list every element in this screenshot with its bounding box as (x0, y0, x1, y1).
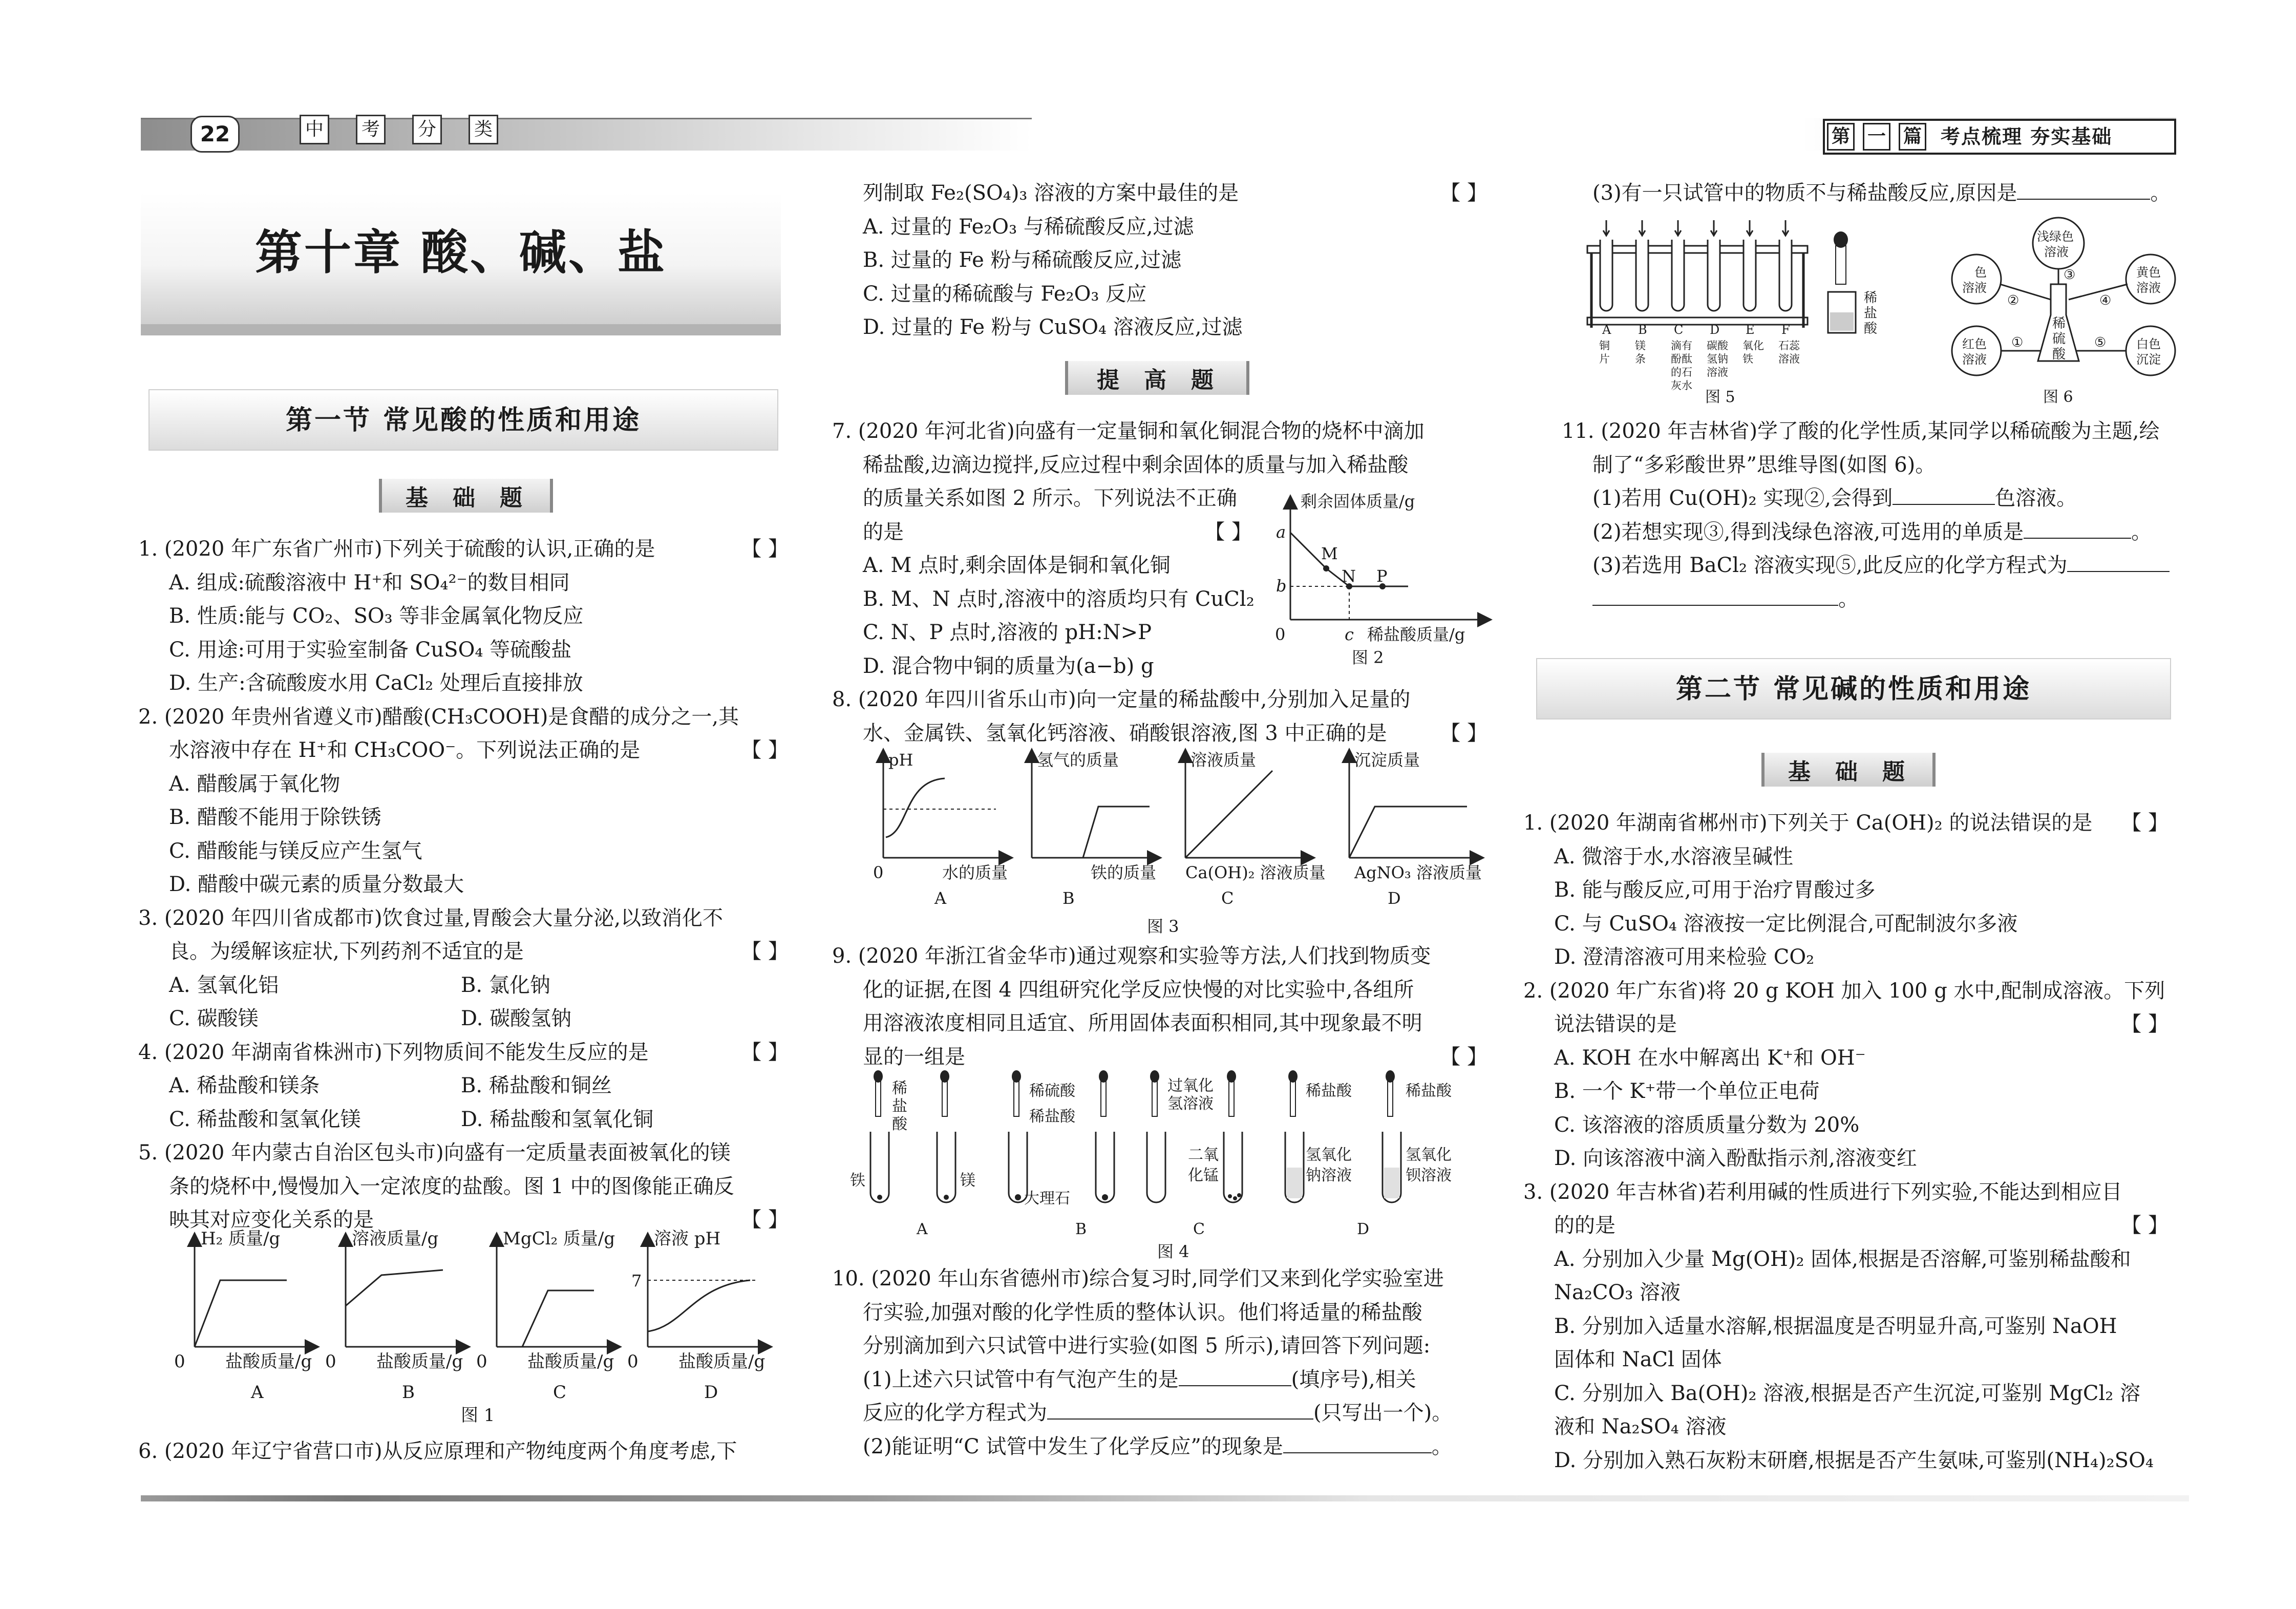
question-line: 8. (2020 年四川省乐山市)向一定量的稀盐酸中,分别加入足量的 (832, 688, 1411, 711)
answer-blank[interactable] (1179, 1366, 1291, 1386)
svg-text:⑤: ⑤ (2094, 335, 2107, 350)
fig1-ylabel: 溶液 pH (654, 1229, 721, 1249)
fig5-tube-letter: C (1674, 323, 1684, 337)
option-line: B. 分别加入适量水溶解,根据温度是否明显升高,可鉴别 NaOH (1554, 1314, 2117, 1338)
fig1-xlabel: 盐酸质量/g (527, 1351, 614, 1372)
series-char: 类 (469, 115, 498, 144)
fig3-origin: 0 (873, 863, 884, 882)
answer-blank[interactable] (2017, 179, 2150, 200)
fig4-letter: B (1075, 1220, 1087, 1238)
option-line: C. 醋酸能与镁反应产生氢气 (169, 839, 422, 863)
option-line: D. 分别加入熟石灰粉末研磨,根据是否产生氨味,可鉴别(NH₄)₂SO₄ (1554, 1448, 2154, 1472)
chapter-title: 第十章 酸、碱、盐 (254, 225, 667, 280)
badge-char: 基 (406, 485, 432, 511)
fig4-letter: D (1357, 1220, 1370, 1238)
question-line: 列制取 Fe₂(SO₄)₃ 溶液的方案中最佳的是 【 】 (832, 177, 1487, 210)
option-line: 液和 Na₂SO₄ 溶液 (1554, 1415, 1727, 1438)
question-line: 7. (2020 年河北省)向盛有一定量铜和氧化铜混合物的烧杯中滴加 (832, 419, 1425, 443)
option-line: A. 微溶于水,水溶液呈碱性 (1554, 844, 1794, 869)
fig3-letter: B (1062, 888, 1075, 908)
option: B. 氯化钠 (461, 973, 550, 997)
fig2-label-p: P (1376, 566, 1388, 586)
q6-start (138, 1435, 789, 1469)
option-row (138, 1103, 789, 1137)
option-line: A. 醋酸属于氧化物 (169, 772, 341, 796)
option-line: D. 醋酸中碳元素的质量分数最大 (169, 873, 464, 896)
fig5-tube-content: 条 (1635, 353, 1646, 365)
svg-text:②: ② (2007, 293, 2019, 308)
fig4-group-a (850, 1070, 975, 1238)
question-11 (1562, 415, 2192, 616)
option: A. 稀盐酸和镁条 (169, 1074, 320, 1097)
svg-text:稀盐酸: 稀盐酸 (1029, 1108, 1075, 1126)
question-line: 。 (1562, 583, 2192, 617)
fig4-solid: 镁 (960, 1172, 975, 1190)
fig1-ylabel: H₂ 质量/g (201, 1229, 281, 1249)
fig1-xlabel: 盐酸质量/g (678, 1351, 766, 1372)
fig1-ylabel: 溶液质量/g (352, 1229, 439, 1249)
fig5-tube-letter: A (1602, 323, 1611, 337)
point-m (1323, 565, 1329, 571)
question-line: 10. (2020 年山东省德州市)综合复习时,同学们又来到化学实验室进 (832, 1267, 1444, 1290)
question-line: 行实验,加强对酸的化学性质的整体认识。他们将适量的稀盐酸 (863, 1300, 1422, 1324)
option-line: D. 向该溶液中滴入酚酞指示剂,溶液变红 (1554, 1147, 1917, 1170)
question-line: (1)若用 Cu(OH)₂ 实现②,会得到 色溶液。 (1562, 482, 2192, 516)
fig5-tube-content: 片 (1599, 353, 1610, 365)
fig4-caption: 图 4 (1157, 1242, 1189, 1261)
svg-text:钡溶液: 钡溶液 (1406, 1167, 1452, 1184)
fig3-ylabel: 氢气的质量 (1037, 750, 1119, 770)
fig1-xlabel: 盐酸质量/g (225, 1351, 312, 1372)
part-char: 篇 (1899, 123, 1926, 151)
fig1-ph7: 7 (631, 1271, 642, 1290)
badge-char: 题 (1882, 759, 1909, 785)
badge-char: 础 (453, 485, 479, 511)
question-line: 显的一组是 【 】 (832, 1041, 1487, 1074)
svg-text:④: ④ (2099, 293, 2112, 308)
question-line: 6. (2020 年辽宁省营口市)从反应原理和产物纯度两个角度考虑,下 (138, 1439, 737, 1463)
option-line: A. 过量的 Fe₂O₃ 与稀硫酸反应,过滤 (863, 215, 1194, 239)
svg-text:稀盐酸: 稀盐酸 (1306, 1082, 1352, 1100)
fig5-tube-a (1599, 220, 1612, 365)
header-band-left (141, 118, 1032, 151)
question-line: 条的烧杯中,慢慢加入一定浓度的盐酸。图 1 中的图像能正确反 (169, 1174, 734, 1198)
svg-text:氢氧化: 氢氧化 (1306, 1146, 1352, 1164)
advanced-badge (1065, 361, 1249, 395)
answer-bracket[interactable]: 【 】 (2121, 1214, 2169, 1237)
fig5-tube-content: 石蕊 (1778, 340, 1800, 352)
fig5-tube-content: 滴有 (1671, 340, 1692, 352)
fig3-xlabel: AgNO₃ 溶液质量 (1354, 863, 1482, 882)
fig3-xlabel: 水的质量 (942, 863, 1008, 882)
question-line: 4. (2020 年湖南省株洲市)下列物质间不能发生反应的是 【 】 (138, 1036, 789, 1070)
series-char: 考 (356, 115, 386, 144)
fig6-node-left-bottom (1952, 326, 2001, 375)
fig5-tube-letter: D (1710, 323, 1720, 337)
answer-bracket[interactable]: 【 】 (2121, 1012, 2169, 1036)
badge-char: 础 (1835, 759, 1862, 785)
footer-rule (141, 1495, 2189, 1501)
fig5-tube-b (1635, 220, 1648, 365)
fig5-tube-content: 溶液 (1778, 353, 1800, 365)
svg-text:大理石: 大理石 (1024, 1190, 1070, 1208)
question-line: 稀盐酸,边滴边搅拌,反应过程中剩余固体的质量与加入稀盐酸 (863, 453, 1409, 477)
fig5-caption: 图 5 (1705, 388, 1735, 406)
answer-bracket[interactable]: 【 】 (2121, 811, 2169, 835)
svg-text:③: ③ (2064, 267, 2076, 283)
fig5-tube-content: 溶液 (1707, 366, 1728, 378)
svg-text:氢溶液: 氢溶液 (1167, 1095, 1214, 1113)
option: B. 稀盐酸和铜丝 (461, 1074, 612, 1097)
basic-badge (379, 479, 553, 513)
part-char: 第 (1827, 123, 1855, 151)
fig3-graph-b (1032, 750, 1156, 908)
question-line: 1. (2020 年湖南省郴州市)下列关于 Ca(OH)₂ 的说法错误的是 【 】 (1523, 807, 2169, 840)
question-line: (3)有一只试管中的物质不与稀盐酸反应,原因是 。 (1562, 177, 2192, 210)
fig5-tube-content: 铜 (1599, 340, 1610, 352)
fig3-xlabel: Ca(OH)₂ 溶液质量 (1185, 863, 1326, 882)
part-subtitle: 考点梳理 夯实基础 (1941, 125, 2113, 148)
fig2-xlabel: 稀盐酸质量/g (1367, 625, 1465, 644)
option-line: D. 混合物中铜的质量为(a−b) g (863, 654, 1154, 678)
answer-bracket[interactable]: 【 】 (1440, 721, 1487, 745)
fig3-ylabel: 溶液质量 (1190, 750, 1257, 770)
fig4-group-e (1383, 1070, 1452, 1202)
fig2-a: a (1276, 522, 1286, 542)
option-line: C. 与 CuSO₄ 溶液按一定比例混合,可配制波尔多液 (1554, 912, 2018, 936)
option-line: D. 生产:含硫酸废水用 CaCl₂ 处理后直接排放 (169, 671, 583, 695)
option: C. 稀盐酸和氢氧化镁 (169, 1107, 361, 1131)
svg-text:钠溶液: 钠溶液 (1306, 1167, 1352, 1184)
question-line: 的是 【 】 (832, 516, 1252, 549)
fig4-group-d (1285, 1070, 1369, 1238)
column-3-questions (1523, 807, 2169, 1477)
figure-6 (1946, 213, 2192, 415)
option-line: C. 该溶液的溶质质量分数为 20% (1554, 1113, 1860, 1137)
badge-char: 题 (500, 485, 526, 511)
question-line: 用溶液浓度相同且适宜、所用固体表面积相同,其中现象最不明 (863, 1011, 1422, 1035)
basic-badge (1761, 753, 1936, 787)
fig5-tube-letter: F (1781, 323, 1790, 337)
fig2-ylabel: 剩余固体质量/g (1301, 492, 1415, 511)
fig2-c: c (1345, 625, 1354, 644)
question-line: 良。为缓解该症状,下列药剂不适宜的是 【 】 (138, 935, 789, 969)
option: D. 稀盐酸和氢氧化铜 (461, 1107, 654, 1131)
fig3-letter: D (1388, 888, 1401, 908)
option-line: C. 分别加入 Ba(OH)₂ 溶液,根据是否产生沉淀,可鉴别 MgCl₂ 溶 (1554, 1381, 2141, 1405)
option-line: B. 过量的 Fe 粉与稀硫酸反应,过滤 (863, 248, 1182, 272)
answer-bracket[interactable]: 【 】 (741, 940, 789, 963)
option-line: B. 醋酸不能用于除铁锈 (169, 806, 381, 829)
section-title: 第一节 常见酸的性质和用途 (285, 405, 642, 436)
svg-text:溶液: 溶液 (1962, 281, 1987, 295)
figure-2 (1260, 492, 1500, 671)
fig5-tube-e (1742, 220, 1764, 365)
svg-text:酸: 酸 (892, 1115, 907, 1133)
answer-blank[interactable] (1283, 1433, 1432, 1453)
fig2-b: b (1276, 576, 1287, 596)
fig3-ylabel: pH (888, 750, 913, 770)
column-1-questions (138, 533, 789, 1237)
fig1-graph-a (174, 1229, 312, 1403)
question-line: 的的是 【 】 (1523, 1209, 2169, 1243)
answer-bracket[interactable]: 【 】 (1440, 1045, 1487, 1069)
fig1-origin: 0 (627, 1351, 639, 1372)
fig5-tube-content: 铁 (1742, 353, 1753, 365)
fig2-origin: 0 (1275, 625, 1286, 644)
fig2-caption: 图 2 (1352, 648, 1384, 667)
figure-5 (1577, 215, 1925, 415)
svg-text:酸: 酸 (2052, 347, 2066, 362)
option-line: A. KOH 在水中解离出 K⁺和 OH⁻ (1554, 1046, 1866, 1070)
fig5-tube-letter: E (1746, 323, 1755, 337)
fig5-tube-f (1778, 220, 1800, 365)
question-10 (832, 1262, 1487, 1464)
fig5-tube-letter: B (1638, 323, 1647, 337)
svg-text:化锰: 化锰 (1188, 1167, 1219, 1184)
fig5-tube-content: 氧化 (1742, 340, 1764, 352)
svg-text:白色: 白色 (2136, 337, 2161, 351)
question-line: 9. (2020 年浙江省金华市)通过观察和实验等方法,人们找到物质变 (832, 944, 1431, 968)
svg-text:稀: 稀 (2052, 316, 2066, 331)
answer-bracket[interactable]: 【 】 (741, 537, 789, 561)
figure-4 (850, 1075, 1495, 1265)
fig6-node-left-top (1952, 255, 2001, 304)
fig5-tube-content: 的石 (1671, 366, 1692, 378)
answer-blank[interactable] (1893, 484, 1995, 505)
option: C. 碳酸镁 (169, 1007, 259, 1030)
fig5-tube-content: 镁 (1635, 340, 1646, 352)
fig1-caption: 图 1 (461, 1405, 495, 1426)
option-line: B. M、N 点时,溶液中的溶质均只有 CuCl₂ (863, 587, 1255, 611)
fig3-letter: C (1221, 888, 1234, 908)
svg-text:硫: 硫 (2052, 331, 2066, 347)
answer-bracket[interactable]: 【 】 (741, 738, 789, 762)
q10-part3 (1562, 177, 2192, 210)
fig4-group-b (1009, 1070, 1114, 1238)
fig1-letter: A (251, 1382, 264, 1403)
svg-text:稀硫酸: 稀硫酸 (1029, 1082, 1075, 1100)
fig3-graph-c (1185, 750, 1326, 908)
fig1-letter: D (704, 1382, 718, 1403)
option-line: B. 性质:能与 CO₂、SO₃ 等非金属氧化物反应 (169, 604, 584, 628)
svg-text:溶液: 溶液 (1962, 352, 1987, 367)
option-line: A. 分别加入少量 Mg(OH)₂ 固体,根据是否溶解,可鉴别稀盐酸和 (1554, 1247, 2131, 1271)
question-line: 11. (2020 年吉林省)学了酸的化学性质,某同学以稀硫酸为主题,绘 (1562, 419, 2160, 443)
question-line: 制了“多彩酸世界”思维导图(如图 6)。 (1592, 453, 1936, 477)
svg-text:过氧化: 过氧化 (1167, 1077, 1214, 1095)
fig5-tube-content: 酚酞 (1671, 353, 1692, 365)
svg-text:浅绿色: 浅绿色 (2037, 229, 2074, 244)
option-line: A. 组成:硫酸溶液中 H⁺和 SO₄²⁻的数目相同 (169, 570, 570, 595)
fig1-origin: 0 (174, 1351, 185, 1372)
svg-text:稀盐酸: 稀盐酸 (1406, 1082, 1452, 1100)
option-line: C. N、P 点时,溶液的 pH:N>P (863, 621, 1152, 644)
question-line: 2. (2020 年广东省)将 20 g KOH 加入 100 g 水中,配制成溶液。下列 (1523, 979, 2165, 1003)
badge-char: 高 (1144, 367, 1171, 393)
option-line: D. 过量的 Fe 粉与 CuSO₄ 溶液反应,过滤 (863, 315, 1243, 339)
question-line: 映其对应变化关系的是 【 】 (138, 1203, 789, 1237)
fig2-label-n: N (1342, 566, 1356, 586)
option: A. 氢氧化铝 (169, 973, 279, 997)
svg-text:盐: 盐 (892, 1097, 907, 1115)
fig3-xlabel: 铁的质量 (1091, 863, 1157, 882)
page-number: 22 (190, 116, 240, 153)
answer-bracket[interactable]: 【 】 (1440, 181, 1487, 205)
answer-blank[interactable] (1047, 1399, 1313, 1420)
column-2-top (832, 177, 1487, 345)
answer-blank[interactable] (1592, 585, 1838, 606)
answer-bracket[interactable]: 【 】 (1204, 520, 1252, 544)
fig6-caption: 图 6 (2043, 388, 2073, 406)
svg-text:黄色: 黄色 (2136, 265, 2161, 280)
fig6-node-right-top (2126, 255, 2175, 304)
question-line: (2)若想实现③,得到浅绿色溶液,可选用的单质是 。 (1562, 516, 2192, 549)
svg-text:溶液: 溶液 (2044, 245, 2069, 259)
question-line: 化的证据,在图 4 四组研究化学反应快慢的对比实验中,各组所 (863, 978, 1414, 1002)
fig1-letter: B (402, 1382, 415, 1403)
fig1-letter: C (553, 1382, 567, 1403)
fig1-origin: 0 (476, 1351, 487, 1372)
svg-text:二氧: 二氧 (1188, 1146, 1219, 1164)
fig1-graph-d (627, 1229, 766, 1403)
fig1-ylabel: MgCl₂ 质量/g (503, 1229, 615, 1249)
svg-text:红色: 红色 (1962, 337, 1987, 351)
question-line: (2)能证明“C 试管中发生了化学反应”的现象是 。 (832, 1430, 1487, 1464)
fig3-graph-a (873, 750, 1008, 908)
option-line: 固体和 NaCl 固体 (1554, 1348, 1722, 1371)
question-line: 水溶液中存在 H⁺和 CH₃COO⁻。下列说法正确的是 【 】 (138, 734, 789, 768)
fig3-letter: A (934, 888, 947, 908)
fig4-letter: A (917, 1220, 928, 1238)
option-line: D. 澄清溶液可用来检验 CO₂ (1554, 945, 1815, 969)
fig1-xlabel: 盐酸质量/g (376, 1351, 463, 1372)
answer-bracket[interactable]: 【 】 (741, 1208, 789, 1232)
question-line: 的质量关系如图 2 所示。下列说法不正确 (863, 486, 1237, 510)
series-char: 中 (300, 115, 329, 144)
option-line: A. M 点时,剩余固体是铜和氧化铜 (863, 554, 1171, 577)
question-line: 说法错误的是 【 】 (1523, 1008, 2169, 1042)
fig3-caption: 图 3 (1147, 917, 1179, 936)
option-line: B. 一个 K⁺带一个单位正电荷 (1554, 1079, 1820, 1103)
badge-char: 题 (1191, 367, 1218, 393)
fig3-graph-d (1349, 750, 1482, 908)
svg-text:稀: 稀 (892, 1079, 907, 1097)
question-line: 反应的化学方程式为 (只写出一个)。 (832, 1396, 1487, 1430)
answer-bracket[interactable]: 【 】 (741, 1040, 789, 1064)
svg-text:氢氧化: 氢氧化 (1406, 1146, 1452, 1164)
fig6-node-top (2033, 218, 2084, 269)
fig5-tube-content: 氢钠 (1707, 353, 1728, 365)
series-char: 分 (412, 115, 442, 144)
question-line: 5. (2020 年内蒙古自治区包头市)向盛有一定质量表面被氧化的镁 (138, 1141, 731, 1165)
badge-char: 基 (1788, 759, 1815, 785)
part-char: 一 (1863, 123, 1890, 151)
fig5-tube-content: 灰水 (1671, 379, 1692, 392)
option: D. 碳酸氢钠 (461, 1007, 572, 1030)
fig1-origin: 0 (325, 1351, 336, 1372)
option-row (138, 1069, 789, 1103)
option-line: C. 过量的稀硫酸与 Fe₂O₃ 反应 (863, 282, 1147, 306)
fig4-letter: C (1193, 1220, 1205, 1238)
fig1-graph-c (476, 1229, 615, 1403)
question-line: 1. (2020 年广东省广州市)下列关于硫酸的认识,正确的是 【 】 (138, 533, 789, 566)
option-row (138, 1002, 789, 1036)
option-line: B. 能与酸反应,可用于治疗胃酸过多 (1554, 878, 1876, 902)
fig5-tube-d (1707, 220, 1729, 378)
fig4-solid: 铁 (850, 1172, 865, 1190)
question-line: 2. (2020 年贵州省遵义市)醋酸(CH₃COOH)是食醋的成分之一,其 (138, 705, 739, 729)
svg-text:①: ① (2011, 335, 2024, 350)
option-line: C. 用途:可用于实验室制备 CuSO₄ 等硫酸盐 (169, 638, 572, 662)
fig1-graph-b (325, 1229, 463, 1403)
svg-text:酸: 酸 (1864, 321, 1878, 336)
svg-text:色: 色 (1974, 265, 1987, 280)
question-line: (1)上述六只试管中有气泡产生的是 (填序号),相关 (832, 1363, 1487, 1397)
figure-3 (853, 750, 1498, 940)
fig4-group-c (1147, 1070, 1242, 1238)
question-9 (832, 940, 1487, 1074)
fig3-ylabel: 沉淀质量 (1354, 750, 1420, 770)
question-line: 水、金属铁、氢氧化钙溶液、硝酸银溶液,图 3 中正确的是 【 】 (832, 717, 1487, 751)
fig6-node-right-bottom (2126, 326, 2175, 375)
svg-text:溶液: 溶液 (2136, 281, 2161, 295)
answer-blank[interactable] (2024, 518, 2131, 539)
figure-1 (169, 1229, 794, 1429)
question-line: (3)若选用 BaCl₂ 溶液实现⑤,此反应的化学方程式为 (1562, 549, 2192, 583)
svg-text:稀: 稀 (1864, 290, 1878, 306)
badge-char: 提 (1097, 367, 1123, 393)
question-line: 3. (2020 年四川省成都市)饮食过量,胃酸会大量分泌,以致消化不 (138, 906, 724, 930)
svg-text:沉淀: 沉淀 (2136, 352, 2161, 367)
option-line: Na₂CO₃ 溶液 (1554, 1281, 1681, 1304)
fig2-label-m: M (1321, 544, 1338, 563)
question-line: 分别滴加到六只试管中进行实验(如图 5 所示),请回答下列问题: (863, 1334, 1431, 1358)
svg-text:盐: 盐 (1864, 306, 1878, 321)
option-row (138, 969, 789, 1003)
fig5-tube-content: 碳酸 (1707, 340, 1728, 352)
section-title: 第二节 常见碱的性质和用途 (1675, 674, 2032, 705)
answer-blank[interactable] (2067, 552, 2170, 572)
question-line: 3. (2020 年吉林省)若利用碱的性质进行下列实验,不能达到相应目 (1523, 1180, 2122, 1204)
